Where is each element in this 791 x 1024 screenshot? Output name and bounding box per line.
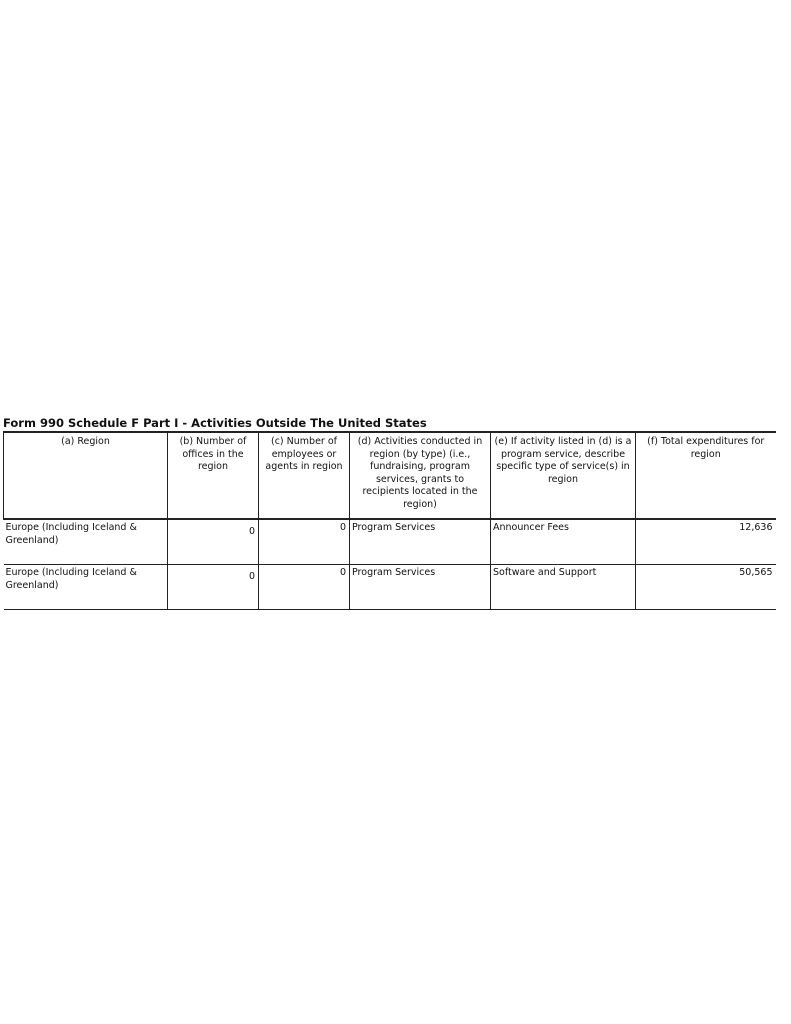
cell-expenditures: 12,636 <box>636 519 776 565</box>
header-activities: (d) Activities conducted in region (by type) (i.e., fundraising, program services, grants to recipients located in the region) <box>350 432 491 519</box>
header-employees: (c) Number of employees or agents in region <box>259 432 350 519</box>
cell-service: Software and Support <box>491 565 636 610</box>
cell-region: Europe (Including Iceland & Greenland) <box>4 519 168 565</box>
cell-region: Europe (Including Iceland & Greenland) <box>4 565 168 610</box>
cell-employees: 0 <box>259 519 350 565</box>
header-region: (a) Region <box>4 432 168 519</box>
table-header-row <box>4 432 776 519</box>
cell-activities: Program Services <box>350 519 491 565</box>
cell-service: Announcer Fees <box>491 519 636 565</box>
table-row <box>4 519 776 565</box>
header-offices: (b) Number of offices in the region <box>168 432 259 519</box>
header-service: (e) If activity listed in (d) is a program service, describe specific type of service(s) in region <box>491 432 636 519</box>
cell-offices: 0 <box>168 519 259 565</box>
cell-expenditures: 50,565 <box>636 565 776 610</box>
table-row <box>4 565 776 610</box>
cell-offices: 0 <box>168 565 259 610</box>
cell-employees: 0 <box>259 565 350 610</box>
header-expenditures: (f) Total expenditures for region <box>636 432 776 519</box>
activities-table <box>3 431 776 610</box>
cell-activities: Program Services <box>350 565 491 610</box>
section-title: Form 990 Schedule F Part I - Activities Outside The United States <box>3 416 427 430</box>
